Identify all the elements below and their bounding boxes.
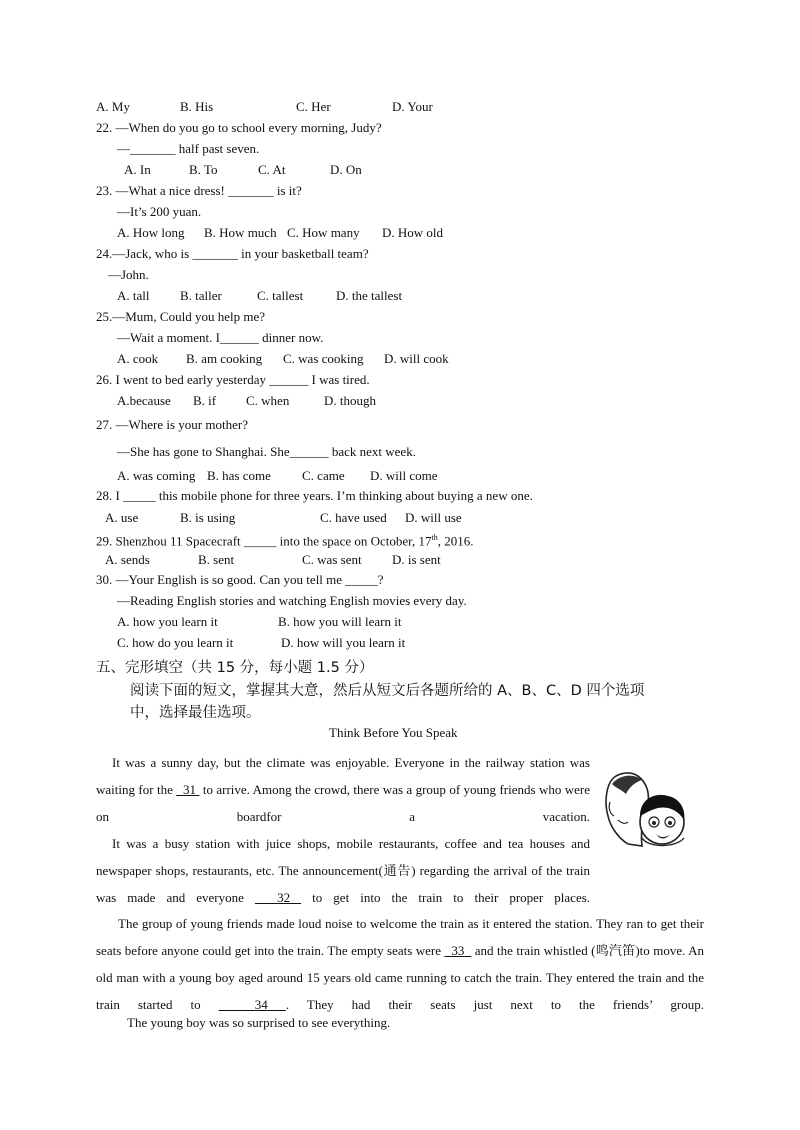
blank-33[interactable]: 33 <box>451 943 465 958</box>
q26-option-d: D. though <box>324 393 376 408</box>
q22-option-a: A. In <box>124 162 151 177</box>
q25-option-c: C. was cooking <box>283 351 364 366</box>
q22-option-c: C. At <box>258 162 286 177</box>
q22-option-b: B. To <box>189 162 218 177</box>
q22-option-d: D. On <box>330 162 362 177</box>
passage-paragraph-1: It was a sunny day, but the climate was enjoyable. Everyone in the railway station was waiting for the 31 to arrive. Among the crowd, there was a group of young friends who were on boardfor a vacation. <box>96 755 590 824</box>
q24-option-c: C. tallest <box>257 288 304 303</box>
q23-option-a: A. How long <box>117 225 185 240</box>
blank-34[interactable]: 34 <box>254 997 268 1012</box>
q21-option-a: A. My <box>96 99 130 114</box>
q29-option-b: B. sent <box>198 552 235 567</box>
q23-answer: —It’s 200 yuan. <box>117 204 202 219</box>
q26-option-b: B. if <box>193 393 217 408</box>
q28-stem: 28. I _____ this mobile phone for three years. I’m thinking about buying a new one. <box>96 488 533 503</box>
q30-option-b: B. how you will learn it <box>278 614 402 629</box>
q27-option-a: A. was coming <box>117 468 196 483</box>
q29-option-c: C. was sent <box>302 552 362 567</box>
q26-stem: 26. I went to bed early yesterday ______ I was tired. <box>96 372 370 387</box>
passage-title: Think Before You Speak <box>329 725 458 740</box>
passage-paragraph-2: It was a busy station with juice shops, mobile restaurants, coffee and tea houses and newspaper shops, restaurants, etc. The announcement(通告) regarding the arrival of the train was made and everyone 32 to get into the train to their proper places. <box>96 836 591 905</box>
q28-option-c: C. have used <box>320 510 387 525</box>
blank-31[interactable]: 31 <box>183 782 197 797</box>
q25-answer: —Wait a moment. I______ dinner now. <box>117 330 324 345</box>
q24-option-d: D. the tallest <box>336 288 403 303</box>
passage-paragraph-3: The group of young friends made loud noise to welcome the train as it entered the station. They ran to get their seats before anyone could get into the train. The empty seats were 33 and the train whistled (鸣汽笛)to move. An old man with a young boy aged around 15 years old came running to catch the train. They entered the train and the train started to 34 . They had their seats just next to the friends’ group. <box>96 916 704 1012</box>
q27-answer: —She has gone to Shanghai. She______ back next week. <box>117 444 416 459</box>
q29-option-d: D. is sent <box>392 552 441 567</box>
section-heading: 五、完形填空（共 15 分，每小题 1.5 分） <box>96 660 374 676</box>
q29-option-a: A. sends <box>105 552 150 567</box>
q25-option-b: B. am cooking <box>186 351 263 366</box>
q25-stem: 25.—Mum, Could you help me? <box>96 309 265 324</box>
section-instruction-line1: 阅读下面的短文，掌握其大意，然后从短文后各题所给的 A、B、C、D 四个选项 <box>130 683 645 699</box>
passage-paragraph-4: The young boy was so surprised to see everything. <box>127 1015 391 1030</box>
q29-stem: 29. Shenzhou 11 Spacecraft _____ into the space on October, 17th, 2016. <box>96 533 474 549</box>
illustration-old-man-and-boy <box>598 768 700 852</box>
q30-option-a: A. how you learn it <box>117 614 218 629</box>
q28-option-d: D. will use <box>405 510 462 525</box>
q30-option-c: C. how do you learn it <box>117 635 234 650</box>
q22-answer: —_______ half past seven. <box>117 141 260 156</box>
q24-stem: 24.—Jack, who is _______ in your basketball team? <box>96 246 369 261</box>
q27-option-c: C. came <box>302 468 345 483</box>
q21-option-b: B. His <box>180 99 214 114</box>
q28-option-b: B. is using <box>180 510 236 525</box>
q21-option-c: C. Her <box>296 99 331 114</box>
q28-option-a: A. use <box>105 510 139 525</box>
blank-32[interactable]: 32 <box>277 890 291 905</box>
q21-option-d: D. Your <box>392 99 433 114</box>
q26-option-a: A.because <box>117 393 171 408</box>
q25-option-a: A. cook <box>117 351 159 366</box>
q23-stem: 23. —What a nice dress! _______ is it? <box>96 183 302 198</box>
q26-option-c: C. when <box>246 393 290 408</box>
q22-stem: 22. —When do you go to school every morning, Judy? <box>96 120 382 135</box>
q24-option-a: A. tall <box>117 288 150 303</box>
q23-option-c: C. How many <box>287 225 360 240</box>
q30-option-d: D. how will you learn it <box>281 635 406 650</box>
q27-stem: 27. —Where is your mother? <box>96 417 248 432</box>
q25-option-d: D. will cook <box>384 351 449 366</box>
q24-answer: —John. <box>108 267 149 282</box>
section-instruction-line2: 中，选择最佳选项。 <box>130 705 261 721</box>
q27-option-b: B. has come <box>207 468 271 483</box>
q24-option-b: B. taller <box>180 288 222 303</box>
q30-answer: —Reading English stories and watching English movies every day. <box>117 593 467 608</box>
q27-option-d: D. will come <box>370 468 438 483</box>
q23-option-d: D. How old <box>382 225 444 240</box>
q23-option-b: B. How much <box>204 225 277 240</box>
q30-stem: 30. —Your English is so good. Can you tell me _____? <box>96 572 384 587</box>
